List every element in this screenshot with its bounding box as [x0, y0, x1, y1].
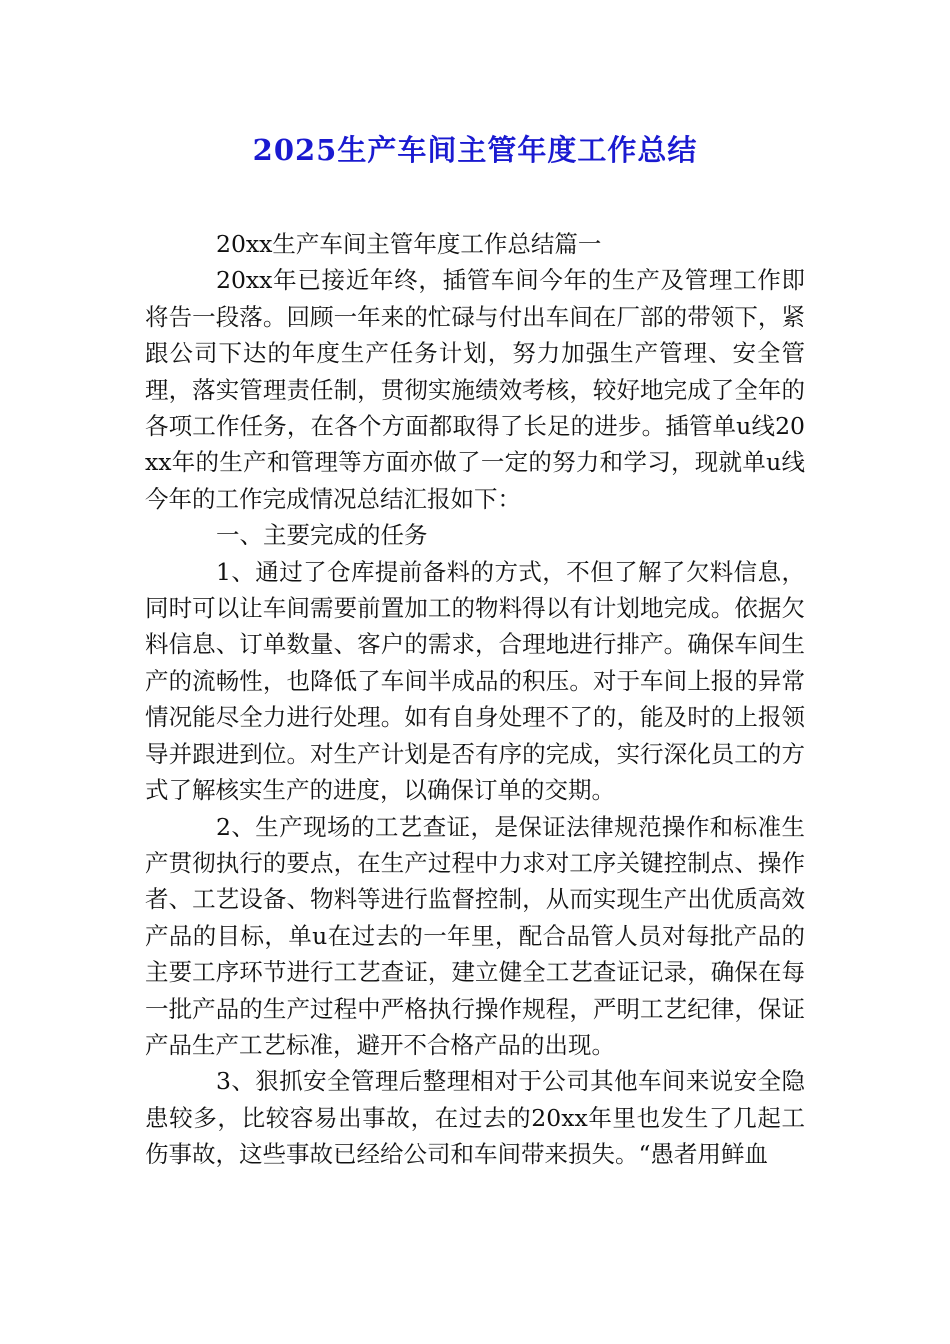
task-item-3: 3、狠抓安全管理后整理相对于公司其他车间来说安全隐患较多，比较容易出事故，在过去的20xx年里也发生了几起工伤事故，这些事故已经给公司和车间带来损失。“愚者用鲜血: [145, 1067, 805, 1169]
task-item-1: 1、通过了仓库提前备料的方式，不但了解了欠料信息，同时可以让车间需要前置加工的物料得以有计划地完成。依据欠料信息、订单数量、客户的需求，合理地进行排产。确保车间生产的流畅性，也降低了车间半成品的积压。对于车间上报的异常情况能尽全力进行处理。如有自身处理不了的，能及时的上报领导并跟进到位。对生产计划是否有序的完成，实行深化员工的方式了解核实生产的进度，以确保订单的交期。: [145, 557, 805, 805]
section-heading: 20xx生产车间主管年度工作总结篇一: [216, 230, 602, 258]
task-item-2: 2、生产现场的工艺查证，是保证法律规范操作和标准生产贯彻执行的要点，在生产过程中力求对工序关键控制点、操作者、工艺设备、物料等进行监督控制，从而实现生产出优质高效产品的目标，单u在过去的一年里，配合品管人员对每批产品的主要工序环节进行工艺查证，建立健全工艺查证记录，确保在每一批产品的生产过程中严格执行操作规程，严明工艺纪律，保证产品生产工艺标准，避开不合格产品的出现。: [145, 812, 805, 1059]
section-heading: 一、主要完成的任务: [216, 521, 428, 550]
document-body: [145, 226, 805, 1173]
document-title: 2025生产车间主管年度工作总结: [252, 133, 698, 167]
intro-paragraph: 20xx年已接近年终，插管车间今年的生产及管理工作即将告一段落。回顾一年来的忙碌与付出车间在厂部的带领下，紧跟公司下达的年度生产任务计划，努力加强生产管理、安全管理，落实管理责任制，贯彻实施绩效考核，较好地完成了全年的各项工作任务，在各个方面都取得了长足的进步。插管单u线20xx年的生产和管理等方面亦做了一定的努力和学习，现就单u线今年的工作完成情况总结汇报如下：: [145, 266, 805, 513]
